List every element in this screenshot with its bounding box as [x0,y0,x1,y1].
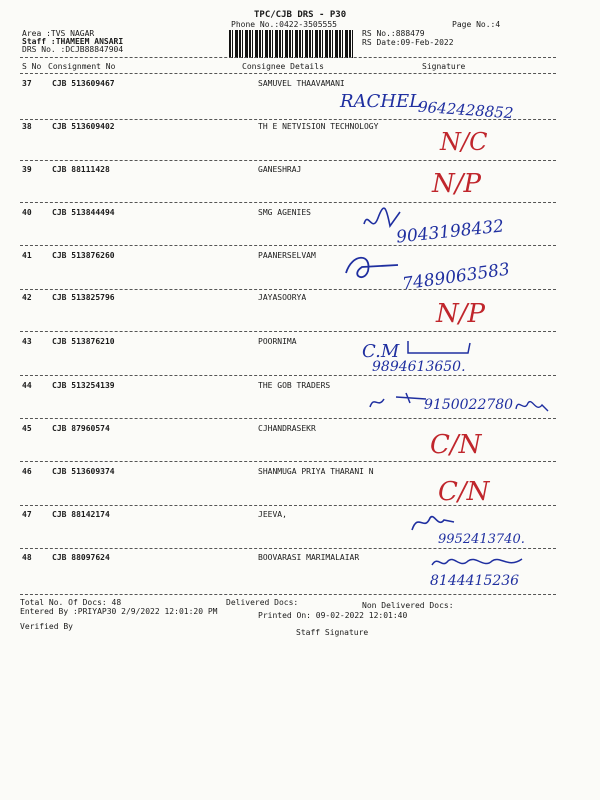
row-divider [20,245,556,246]
table-row [0,293,600,333]
handwritten-remark: N/C [440,128,488,156]
row-consignment-no: CJB 513844494 [52,208,115,217]
row-sno: 39 [22,165,32,174]
row-sno: 42 [22,293,32,302]
handwritten-signature: RACHEL [340,91,422,112]
row-sno: 38 [22,122,32,131]
row-consignee: JAYASOORYA [258,293,307,302]
row-sno: 48 [22,553,32,562]
handwritten-remark: N/P [436,299,486,329]
row-consignee: SAMUVEL THAAVAMANI [258,79,345,88]
row-consignment-no: CJB 513609374 [52,467,115,476]
handwritten-remark: C/N [438,477,490,507]
table-row [0,467,600,507]
signature-scribble [512,395,552,415]
row-consignee: GANESHRAJ [258,165,302,174]
row-consignment-no: CJB 513609402 [52,122,115,131]
row-consignment-no: CJB 87960574 [52,424,110,433]
row-consignment-no: CJB 513254139 [52,381,115,390]
handwritten-phone: 9952413740. [438,532,525,547]
row-consignment-no: CJB 88097624 [52,553,110,562]
row-consignment-no: CJB 513876260 [52,251,115,260]
barcode [229,30,355,58]
row-sno: 37 [22,79,32,88]
row-sno: 44 [22,381,32,390]
page-number: Page No.:4 [452,20,501,29]
row-consignee: BOOVARASI MARIMALAIAR [258,553,360,562]
row-consignee: PAANERSELVAM [258,251,316,260]
table-row [0,165,600,205]
row-divider [20,202,556,203]
row-divider [20,119,556,120]
handwritten-phone: 9642428852 [417,97,514,123]
column-sno: S No [22,62,42,71]
row-consignee: CJHANDRASEKR [258,424,316,433]
non-delivered-docs: Non Delivered Docs: [362,601,454,610]
row-divider [20,505,556,506]
row-sno: 45 [22,424,32,433]
row-divider [20,375,556,376]
handwritten-phone: 9150022780 [424,397,514,413]
row-divider [20,548,556,549]
row-divider [20,418,556,419]
table-row [0,424,600,464]
phone-number: Phone No.:0422-3505555 [231,20,337,29]
table-row [0,208,600,248]
row-consignee: THE GOB TRADERS [258,381,331,390]
printed-on: Printed On: 09-02-2022 12:01:40 [258,611,408,620]
table-row [0,122,600,162]
row-consignee: TH E NETVISION TECHNOLOGY [258,122,379,131]
handwritten-phone: 7489063583 [401,259,512,295]
row-sno: 47 [22,510,32,519]
document-title: TPC/CJB DRS - P30 [254,10,347,20]
total-docs: Total No. Of Docs: 48 [20,598,122,607]
row-consignee: SHANMUGA PRIYA THARANI N [258,467,374,476]
row-consignment-no: CJB 88111428 [52,165,110,174]
row-consignee: SMG AGENIES [258,208,311,217]
row-sno: 41 [22,251,32,260]
delivered-docs: Delivered Docs: [226,598,299,607]
signature-scribble [404,339,474,359]
area-label: Area :TVS NAGAR [22,29,95,38]
handwritten-phone: 9043198432 [395,216,505,248]
table-row [0,79,600,123]
table-row [0,553,600,593]
table-row [0,510,600,550]
row-divider [20,461,556,462]
row-consignee: JEEVA, [258,510,287,519]
row-sno: 40 [22,208,32,217]
staff-signature: Staff Signature [296,628,369,637]
column-consignment: Consignment No [48,62,116,71]
row-consignee: POORNIMA [258,337,297,346]
column-consignee: Consignee Details [242,62,324,71]
row-divider [20,289,556,290]
header-divider-top [20,57,556,58]
staff-label: Staff :THAMEEM ANSARI [22,37,124,46]
drs-number: DRS No. :DCJB88847904 [22,45,124,54]
handwritten-phone: 9894613650. [372,359,466,375]
row-sno: 46 [22,467,32,476]
column-signature: Signature [422,62,466,71]
verified-by: Verified By [20,622,73,631]
header-divider-bottom [20,73,556,74]
handwritten-phone: 8144415236 [430,573,520,589]
entered-by: Entered By :PRIYAP30 2/9/2022 12:01:20 PM [20,607,218,616]
row-divider [20,594,556,595]
row-sno: 43 [22,337,32,346]
table-row [0,337,600,377]
handwritten-remark: N/P [432,169,482,199]
table-row [0,381,600,421]
handwritten-signature: C.M [362,341,400,362]
rs-number: RS No.:888479 [362,29,425,38]
signature-scribble [428,553,528,571]
signature-scribble [366,389,432,413]
signature-scribble [342,249,402,285]
row-divider [20,160,556,161]
table-row [0,251,600,295]
row-divider [20,331,556,332]
row-consignment-no: CJB 88142174 [52,510,110,519]
row-consignment-no: CJB 513825796 [52,293,115,302]
row-consignment-no: CJB 513609467 [52,79,115,88]
row-consignment-no: CJB 513876210 [52,337,115,346]
rs-date: RS Date:09-Feb-2022 [362,38,454,47]
handwritten-remark: C/N [430,430,482,460]
